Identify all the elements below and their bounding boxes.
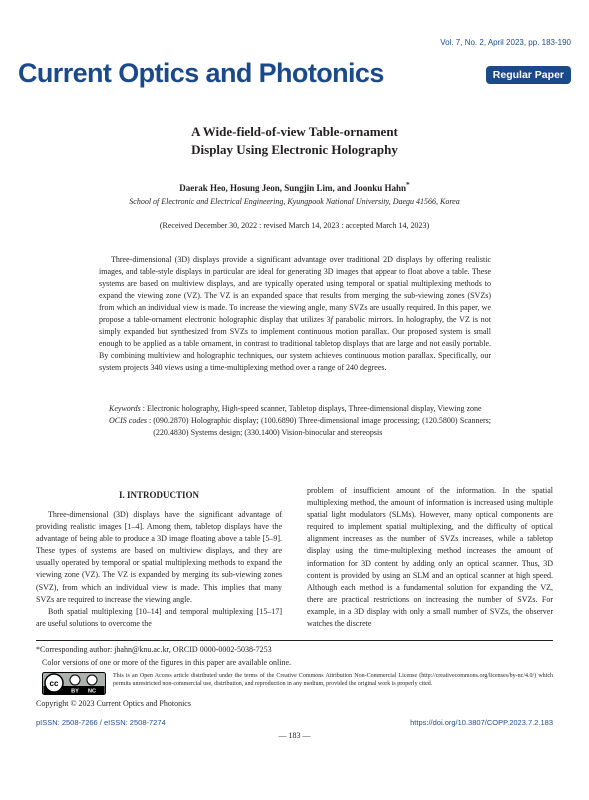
keywords-text: Electronic holography, High-speed scanner, Tabletop displays, Three-dimensional display, Viewing zone	[146, 404, 482, 413]
ocis-label-wrap: OCIS codes :	[109, 415, 154, 425]
corresponding-author: *Corresponding author: jhahn@knu.ac.kr, ORCID 0000-0002-5038-7253	[36, 645, 272, 654]
keywords-block	[109, 403, 491, 438]
cc-badge-nc-text: NC	[88, 688, 96, 695]
corresponding-mark: *	[406, 180, 410, 189]
keywords-label: Keywords	[109, 404, 141, 413]
page-number: — 183 —	[278, 731, 311, 740]
paper-type-badge: Regular Paper	[486, 66, 571, 84]
ocis-row	[109, 415, 491, 439]
body-paragraph: Both spatial multiplexing [10–14] and temporal multiplexing [15–17] are useful solutions to overcome the	[36, 606, 282, 628]
author-names: Daerak Heo, Hosung Jeon, Sungjin Lim, and Joonku Hahn	[179, 183, 407, 193]
title-line-1: A Wide-field-of-view Table-ornament	[191, 124, 398, 139]
title-line-2: Display Using Electronic Holography	[191, 142, 398, 157]
author-list	[0, 180, 589, 193]
body-paragraph: Three-dimensional (3D) displays have the significant advantage of providing realistic images [1–4]. Among them, tabletop displays have the advantage of being able to produce a 3D image floating above a table [5–9]. These types of systems are based on multiview displays, and they are usually operated by temporal or spatial multiplexing methods to expand the viewing zone (VZ). The VZ is expanded by merging its sub-viewing zones (SVZ), from which an individual view is made. This implies that many SVZs are required to increase the viewing angle.	[36, 510, 282, 604]
abstract	[99, 254, 491, 374]
abstract-f-symbol: f	[330, 315, 333, 325]
cc-badge-top-text: cc	[49, 679, 59, 688]
body-column-right	[307, 485, 553, 630]
affiliation: School of Electronic and Electrical Engineering, Kyungpook National University, Daegu 41566, Korea	[129, 197, 460, 206]
article-title	[0, 123, 589, 159]
body-column-left	[36, 490, 282, 630]
footnote-divider	[36, 640, 553, 641]
copyright: Copyright © 2023 Current Optics and Photonics	[36, 699, 191, 708]
abstract-text-1: Three-dimensional (3D) displays provide a significant advantage over traditional 2D displays by offering realistic images, and table-style displays in particular are ideal for generating 3D images that appear to float above a table. These systems are based on multiview displays, and are typically operated using temporal or spatial multiplexing methods to expand the viewing zone (VZ). The VZ is an expanded space that results from merging the sub-viewing zones (SVZs) from which an individual view is made. To increase the viewing angle, many SVZs are usually required. In this paper, we propose a table-ornament electronic holographic display that utilizes 3	[99, 255, 491, 325]
section-heading: I. INTRODUCTION	[118, 490, 199, 500]
journal-name: Current Optics and Photonics	[18, 58, 384, 88]
license-text: This is an Open Access article distributed under the terms of the Creative Commons Attribution Non-Commercial License (http://creativecommons.org/licenses/by-nc/4.0/) which permits unrestricted non-commercial use, distribution, and reproduction in any medium, provided the original work is properly cited.	[113, 673, 553, 687]
issn: pISSN: 2508-7266 / eISSN: 2508-7274	[36, 718, 166, 727]
color-note: Color versions of one or more of the figures in this paper are available online.	[42, 658, 292, 667]
ocis-label: OCIS codes	[109, 415, 147, 425]
abstract-text-2: parabolic mirrors. In holography, the VZ is not simply expanded but synthesized from SVZs to implement continuous motion parallax. Our proposed system is small enough to be applied as a table ornament, in contrast to traditional tabletop displays that are large and not easily portable. By combining multiview and holographic techniques, our system achieves continuous motion parallax. Specifically, our system projects 340 views using a time-multiplexing method over a range of 240 degrees.	[99, 315, 491, 373]
creative-commons-license-badge	[42, 672, 106, 695]
ocis-text: (090.2870) Holographic display; (100.6890) Three-dimensional image processing; (120.5800) Scanners; (220.4830) Systems design; (330.1400) Vision-binocular and stereopsis	[153, 415, 491, 437]
cc-badge-by-text: BY	[71, 688, 79, 695]
cc-by-nc-icon	[42, 672, 106, 695]
volume-info: Vol. 7, No. 2, April 2023, pp. 183-190	[440, 38, 571, 47]
body-paragraph: problem of insufficient amount of the information. In the spatial multiplexing method, the amount of information is increased using multiple spatial light modulators (SLMs). However, many optical components are required to implement spatial multiplexing, and the difficulty of optical alignment increases as the number of SVZs increases, while a tabletop display using the time-multiplexing method increases the amount of information for 3D content by adding only an optical scanner. Thus, 3D content is provided by using an SLM and an optical scanner at high speed. Although each method is a fundamental solution for expanding the VZ, there are practical restrictions on increasing the number of SVZs. For example, in a 3D display with only a small number of SVZs, the observer watches the discrete	[307, 486, 553, 629]
keywords-label-wrap: Keywords :	[109, 404, 147, 413]
received-dates: (Received December 30, 2022 : revised March 14, 2023 : accepted March 14, 2023)	[159, 221, 430, 230]
doi-link[interactable]: https://doi.org/10.3807/COPP.2023.7.2.183	[410, 718, 553, 727]
keywords-row	[109, 403, 491, 415]
